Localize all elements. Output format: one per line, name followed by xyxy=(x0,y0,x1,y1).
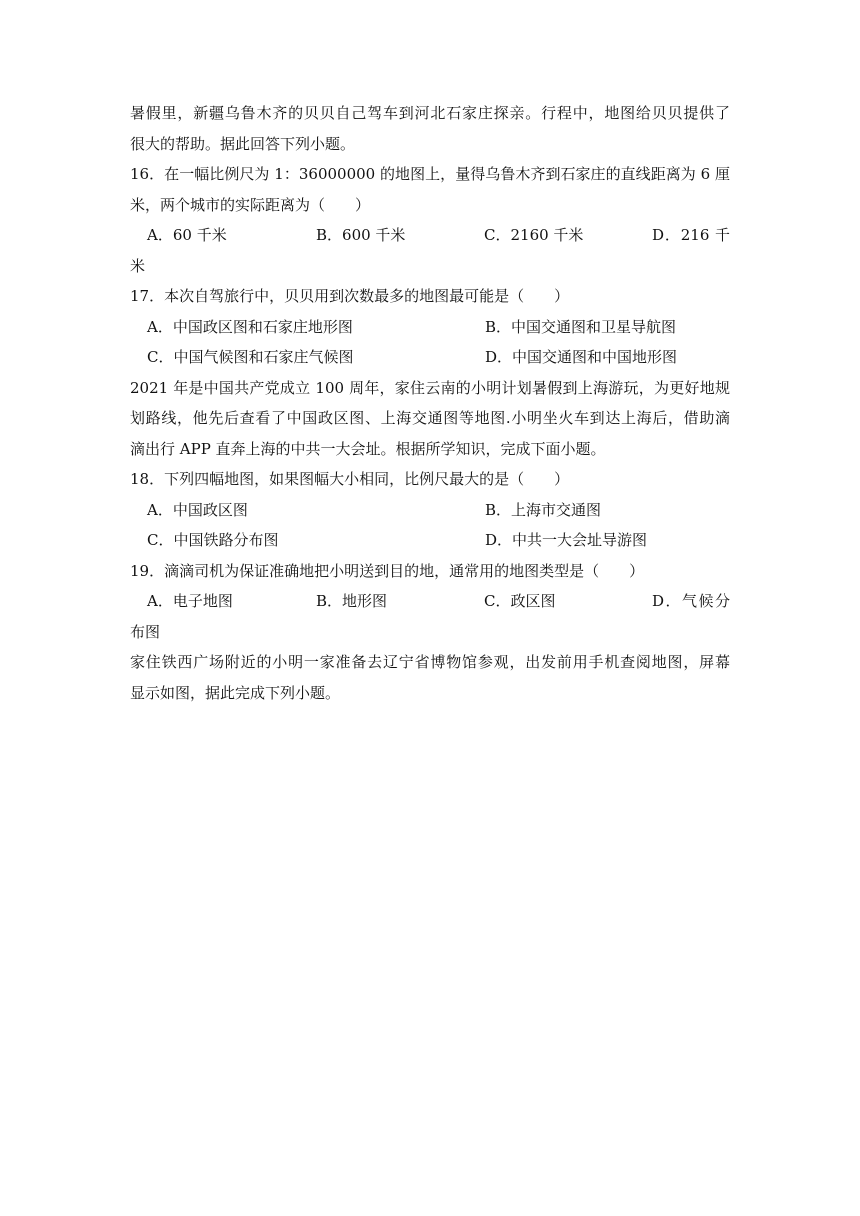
q18-option-c: C．中国铁路分布图 xyxy=(147,531,279,549)
q16-option-d-wrap: 米 xyxy=(130,256,146,275)
intro-2-line-2: 划路线，他先后查看了中国政区图、上海交通图等地图.小明坐火车到达上海后，借助滴 xyxy=(130,409,730,427)
q19-option-d-wrap: 布图 xyxy=(130,622,161,641)
question-17 xyxy=(130,281,730,373)
q19-option-a: A．电子地图 xyxy=(147,592,233,610)
q18-options-row-1 xyxy=(130,495,730,526)
q17-option-a: A．中国政区图和石家庄地形图 xyxy=(147,317,353,336)
q18-options-row-2 xyxy=(130,525,730,556)
q18-option-a: A．中国政区图 xyxy=(147,500,248,519)
q17-stem: 17．本次自驾旅行中，贝贝用到次数最多的地图最可能是（ ） xyxy=(130,287,570,305)
intro-1-line-1: 暑假里，新疆乌鲁木齐的贝贝自己驾车到河北石家庄探亲。行程中，地图给贝贝提供了 xyxy=(130,104,730,122)
q18-option-d: D．中共一大会址导游图 xyxy=(485,531,648,549)
q19-option-b: B．地形图 xyxy=(316,592,388,610)
q16-stem-line-2: 米，两个城市的实际距离为（ ） xyxy=(130,195,371,214)
q17-option-b: B．中国交通图和卫星导航图 xyxy=(485,317,677,336)
q16-options xyxy=(130,220,730,251)
exam-page xyxy=(130,98,730,708)
question-19 xyxy=(130,556,730,648)
q19-stem: 19．滴滴司机为保证准确地把小明送到目的地，通常用的地图类型是（ ） xyxy=(130,561,645,580)
question-18 xyxy=(130,464,730,556)
q16-option-a: A．60 千米 xyxy=(147,226,227,244)
q18-option-b: B．上海市交通图 xyxy=(485,500,602,519)
q16-option-d: D．216 千 xyxy=(652,226,730,244)
q16-option-c: C．2160 千米 xyxy=(484,226,584,244)
q16-stem-line-1: 16．在一幅比例尺为 1：36000000 的地图上，量得乌鲁木齐到石家庄的直线距离为 6 厘 xyxy=(130,165,730,183)
q19-option-d: D．气候分 xyxy=(652,592,730,610)
intro-3-line-1: 家住铁西广场附近的小明一家准备去辽宁省博物馆参观，出发前用手机查阅地图，屏幕 xyxy=(130,653,730,671)
intro-1-line-2: 很大的帮助。据此回答下列小题。 xyxy=(130,134,356,153)
intro-2-line-3: 滴出行 APP 直奔上海的中共一大会址。根据所学知识，完成下面小题。 xyxy=(130,439,606,458)
q19-options xyxy=(130,586,730,617)
intro-3-line-2: 显示如图，据此完成下列小题。 xyxy=(130,683,341,702)
q17-option-c: C．中国气候图和石家庄气候图 xyxy=(147,348,354,366)
question-16 xyxy=(130,159,730,281)
intro-2-line-1: 2021 年是中国共产党成立 100 周年，家住云南的小明计划暑假到上海游玩，为更好地规 xyxy=(130,378,730,397)
q18-stem: 18．下列四幅地图，如果图幅大小相同，比例尺最大的是（ ） xyxy=(130,470,570,488)
q17-option-d: D．中国交通图和中国地形图 xyxy=(485,348,678,366)
q17-options-row-1 xyxy=(130,312,730,343)
q19-option-c: C．政区图 xyxy=(484,592,556,610)
q16-option-b: B．600 千米 xyxy=(316,226,406,244)
q17-options-row-2 xyxy=(130,342,730,373)
